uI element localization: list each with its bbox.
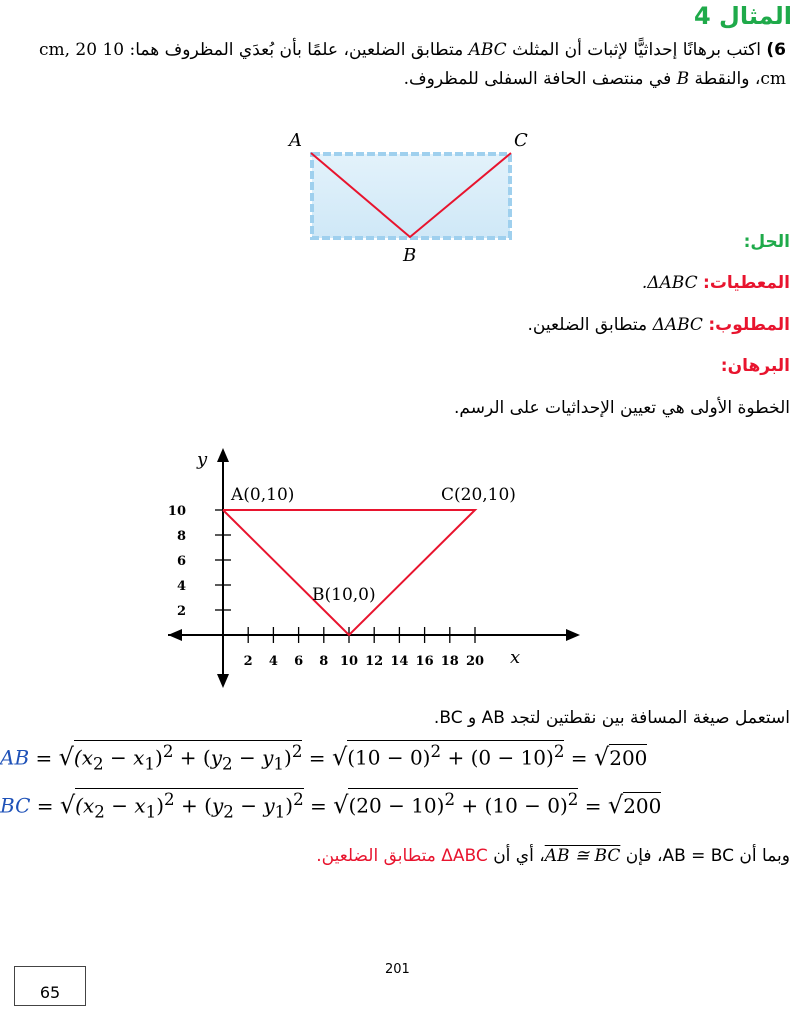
envelope-figure <box>280 124 540 274</box>
x-tick-label: 2 <box>243 654 253 669</box>
bc-formula: BC = $√(x_2 - x_1)^2 + (y_2 - y_1)^2 = √(20 - 10)^2 + (10 - 0)^2 = √200$ <box>0 790 662 822</box>
point-label: B(10,0) <box>312 585 376 605</box>
x-tick-label: 16 <box>415 654 434 669</box>
triangle-series-line <box>223 510 475 635</box>
point-label: C(20,10) <box>441 485 516 505</box>
x-axis-arrow-left <box>168 629 182 641</box>
envelope-label-b: B <box>403 245 417 266</box>
y-tick-label: 2 <box>176 604 186 619</box>
x-tick-label: 6 <box>294 654 304 669</box>
x-tick-label: 12 <box>365 654 384 669</box>
x-tick-label: 10 <box>339 654 359 669</box>
y-axis-label: y <box>197 449 208 470</box>
problem-statement <box>26 36 786 94</box>
envelope-label-c: C <box>514 130 528 151</box>
point-label: A(0,10) <box>231 485 295 505</box>
required-value: ΔABC <box>652 315 703 335</box>
proof-heading: البرهان: <box>720 356 790 376</box>
envelope-label-a: A <box>289 130 302 151</box>
x-tick-label: 14 <box>390 654 409 669</box>
conclusion-text-2: ، أي أن <box>493 846 545 866</box>
y-axis-arrow-up <box>217 448 229 462</box>
y-tick-label: 10 <box>167 504 186 519</box>
conclusion-result: ΔABC متطابق الضلعين. <box>316 846 488 866</box>
solution-heading: الحل: <box>743 232 790 252</box>
required-label: المطلوب: <box>708 315 790 335</box>
step1-text: الخطوة الأولى هي تعيين الإحداثيات على الرسم. <box>454 398 790 418</box>
page-number: 201 <box>385 962 410 977</box>
conclusion-line <box>316 846 790 866</box>
coordinate-graph <box>150 440 600 690</box>
given-label: المعطيات: <box>703 273 790 293</box>
page-box: 65 <box>14 966 86 1006</box>
x-axis-arrow-right <box>566 629 580 641</box>
problem-text-1: اكتب برهانًا إحداثيًّا لإثبات أن المثلث <box>512 40 761 60</box>
example-title: المثال 4 <box>693 2 792 30</box>
ab-formula: AB = $√(x_2 - x_1)^2 + (y_2 - y_1)^2 = √(10 - 0)^2 + (0 - 10)^2 = √200$ <box>0 742 648 774</box>
required-text: متطابق الضلعين. <box>527 315 648 335</box>
distance-intro: استعمل صيغة المسافة بين نقطتين لتجد AB و BC. <box>433 708 790 728</box>
y-tick-label: 4 <box>176 579 186 594</box>
x-axis-label: x <box>510 647 521 668</box>
y-tick-label: 8 <box>176 529 186 544</box>
problem-abc: ABC <box>468 40 507 60</box>
x-tick-label: 4 <box>268 654 278 669</box>
conclusion-text-1: وبما أن AB = BC، فإن <box>625 846 790 866</box>
y-tick-label: 6 <box>176 554 186 569</box>
bc-label: BC <box>0 793 31 818</box>
problem-number: 6) <box>766 40 786 60</box>
given-line <box>642 273 790 293</box>
envelope-rect <box>312 154 510 238</box>
y-axis-arrow-down <box>217 674 229 688</box>
problem-b: B <box>676 69 690 89</box>
problem-text-2: متطابق الضلعين، علمًا بأن بُعدَي المظروف هما: 10 cm, 20 cm، والنقطة <box>38 40 786 89</box>
required-line <box>528 315 790 335</box>
congruence: AB ≅ BC <box>544 846 621 866</box>
problem-text-3: في منتصف الحافة السفلى للمظروف. <box>403 69 672 89</box>
x-tick-label: 8 <box>319 654 329 669</box>
x-tick-label: 18 <box>440 654 459 669</box>
x-tick-label: 20 <box>465 654 485 669</box>
ab-label: AB <box>0 745 30 770</box>
given-value: ΔABC. <box>641 273 698 293</box>
